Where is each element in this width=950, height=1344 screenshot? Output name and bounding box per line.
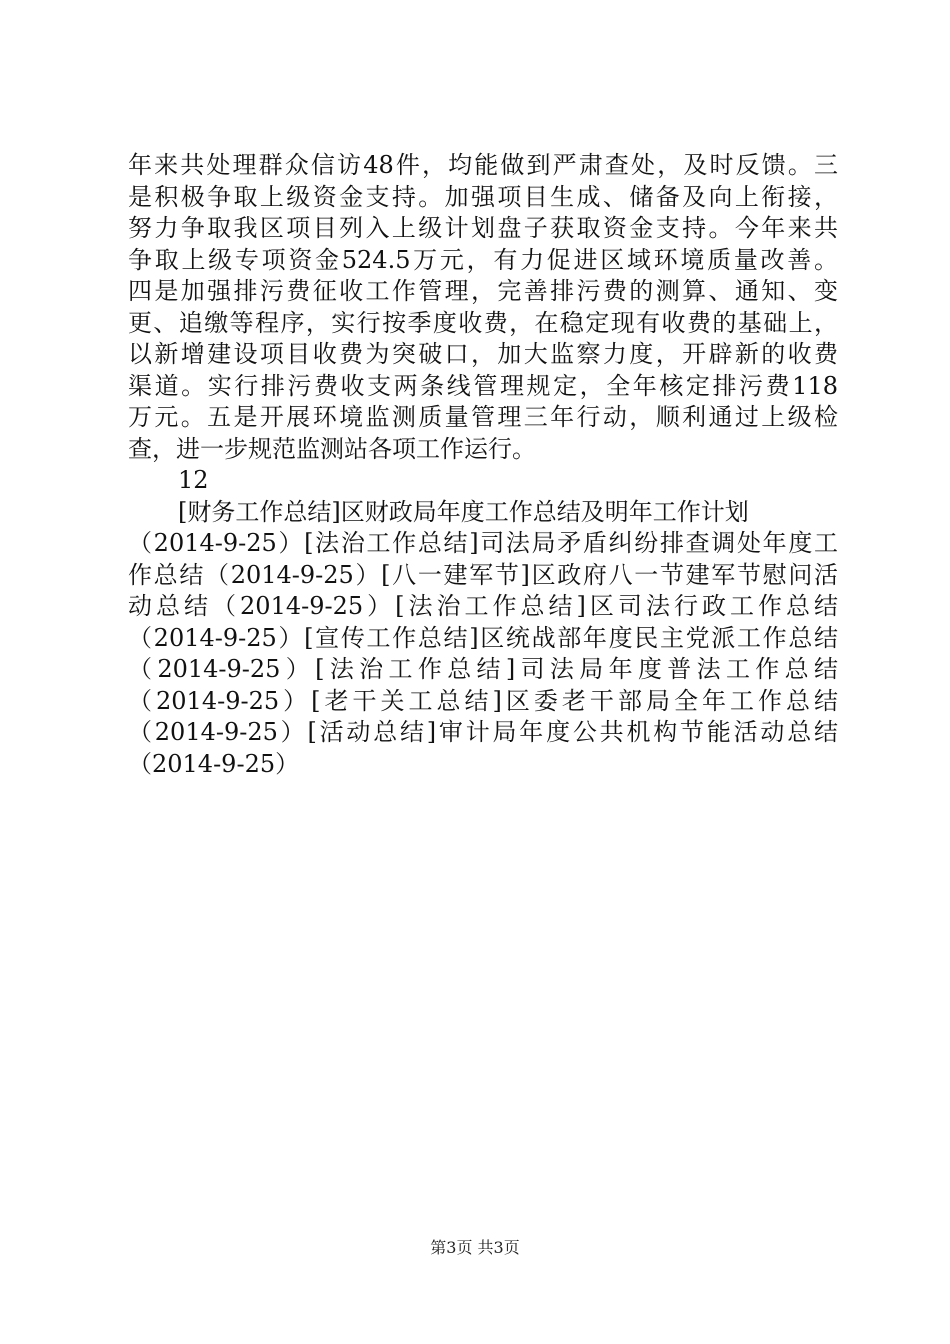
text-line: 渠道。实行排污费收支两条线管理规定，全年核定排污费118 — [128, 371, 838, 400]
text-line: （2014-9-25）[活动总结]审计局年度公共机构节能活动总结 — [128, 718, 838, 746]
paragraph-related-summaries — [128, 497, 838, 781]
text-line: 作总结（2014-9-25）[八一建军节]区政府八一节建军节慰问活 — [128, 560, 838, 589]
paragraph-environment-work — [128, 150, 838, 465]
page-footer — [0, 1238, 950, 1258]
text-line: 四是加强排污费征收工作管理，完善排污费的测算、通知、变 — [128, 277, 838, 305]
number-line: 12 — [178, 466, 209, 494]
text-line: 是积极争取上级资金支持。加强项目生成、储备及向上衔接， — [128, 182, 838, 211]
text-line: （2014-9-25）[老干关工总结]区委老干部局全年工作总结 — [128, 686, 838, 715]
text-line: 以新增建设项目收费为突破口，加大监察力度，开辟新的收费 — [128, 340, 838, 368]
text-line: 年来共处理群众信访48件，均能做到严肃查处，及时反馈。三 — [128, 151, 838, 179]
text-line: [财务工作总结]区财政局年度工作总结及明年工作计划 — [178, 497, 749, 526]
page-number-label: 第3页 共3页 — [430, 1238, 520, 1257]
text-line: 动总结（2014-9-25）[法治工作总结]区司法行政工作总结 — [128, 592, 838, 620]
text-line: （2014-9-25）[法治工作总结]司法局年度普法工作总结 — [128, 655, 838, 683]
text-line: 查，进一步规范监测站各项工作运行。 — [128, 434, 536, 463]
text-line: （2014-9-25） — [128, 749, 300, 778]
text-line: 争取上级专项资金524.5万元，有力促进区域环境质量改善。 — [128, 245, 838, 274]
text-line: （2014-9-25）[宣传工作总结]区统战部年度民主党派工作总结 — [128, 623, 838, 652]
document-body — [128, 150, 838, 780]
text-line: （2014-9-25）[法治工作总结]司法局矛盾纠纷排查调处年度工 — [128, 529, 838, 557]
text-line: 万元。五是开展环境监测质量管理三年行动，顺利通过上级检 — [128, 403, 838, 431]
text-line: 更、追缴等程序，实行按季度收费，在稳定现有收费的基础上， — [128, 308, 838, 337]
text-line: 努力争取我区项目列入上级计划盘子获取资金支持。今年来共 — [128, 214, 838, 242]
